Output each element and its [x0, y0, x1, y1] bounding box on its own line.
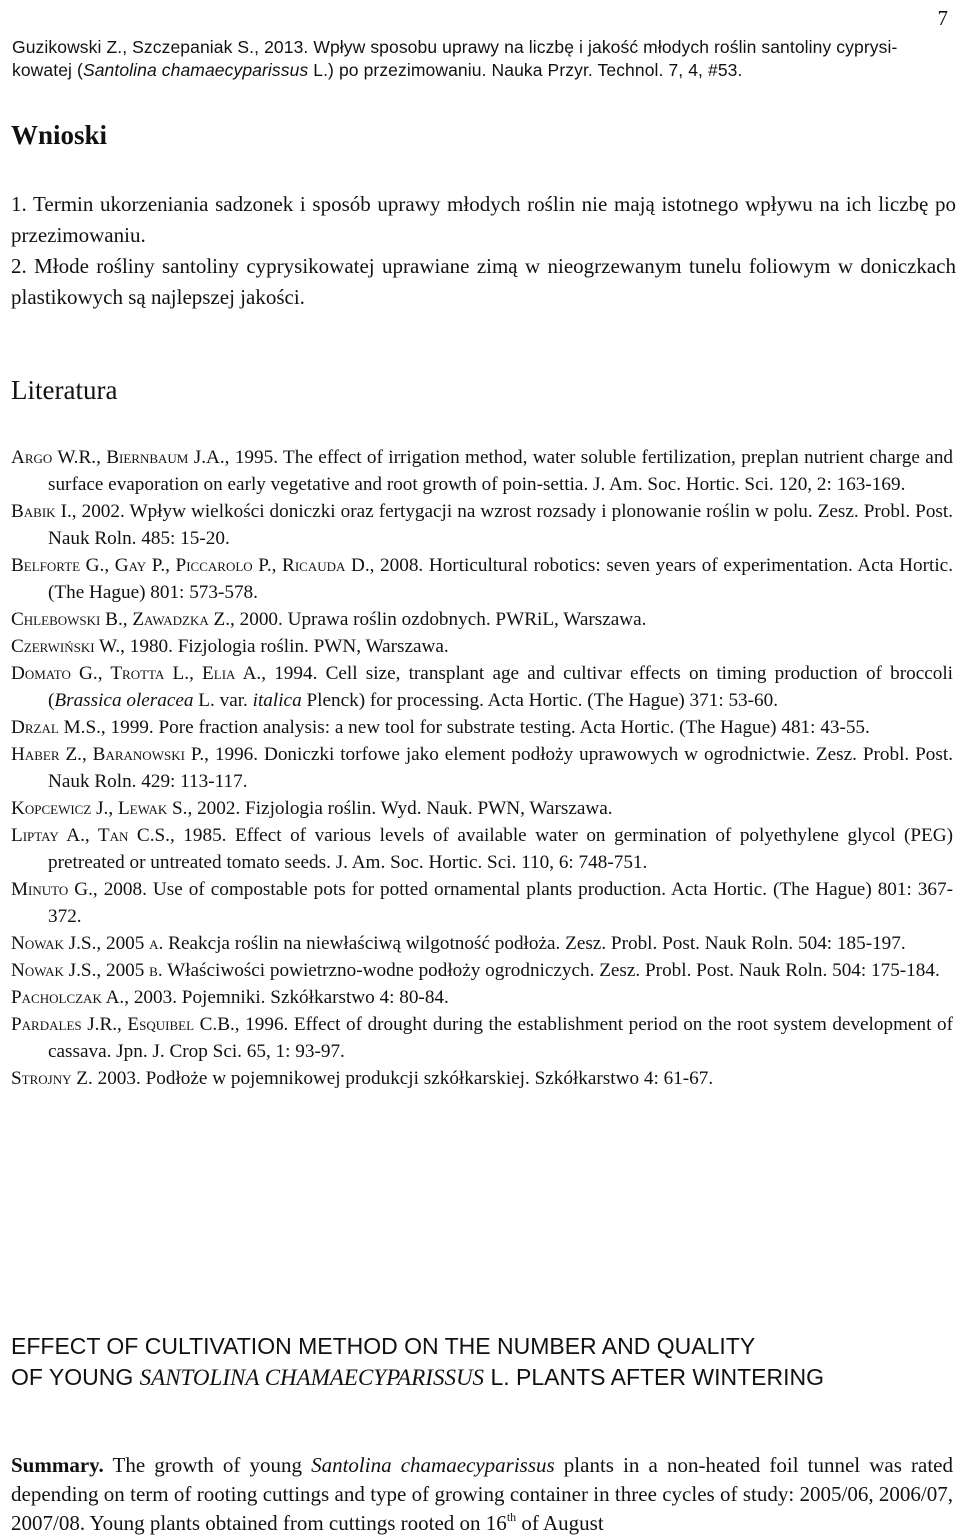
reference-authors: Domato G., Trotta L., Elia A., 1994.: [11, 663, 318, 684]
conclusion-item: 2. Młode rośliny santoliny cyprysikowatej uprawiane zimą w nieogrzewanym tunelu foliowym w doniczkach plastikowych są najlepszej jakości.: [11, 254, 956, 309]
summary-text: The growth of young: [103, 1453, 312, 1477]
reference-authors: Argo W.R., Biernbaum J.A., 1995.: [11, 447, 278, 468]
reference-item: [11, 795, 953, 822]
reference-item: [11, 498, 953, 552]
summary-species: Santolina chamaecyparissus: [311, 1453, 555, 1477]
conclusions-list: [11, 189, 956, 313]
reference-authors: Drzal M.S., 1999.: [11, 717, 154, 738]
reference-text: Podłoże w pojemnikowej produkcji szkółkarskiej. Szkółkarstwo 4: 61-67.: [140, 1068, 714, 1089]
citation-header: [12, 36, 952, 82]
reference-text: Cell size, transplant age and cultivar effects on timing production of broccoli (: [48, 663, 953, 711]
citation-text: Guzikowski Z., Szczepaniak S., 2013. Wpływ sposobu uprawy na liczbę i jakość młodych roślin santoliny cyprysi-kowatej (: [12, 37, 898, 80]
reference-item: [11, 606, 953, 633]
reference-text: Doniczki torfowe jako element podłoży uprawowych w ogrodnictwie. Zesz. Probl. Post. Nauk Roln. 429: 113-117.: [48, 744, 953, 792]
reference-authors: Czerwiński W., 1980.: [11, 636, 173, 657]
reference-text: L. var.: [193, 690, 253, 711]
english-title-line: EFFECT OF CULTIVATION METHOD ON THE NUMBER AND QUALITY: [11, 1333, 756, 1359]
reference-authors: Pardales J.R., Esquibel C.B., 1996.: [11, 1014, 289, 1035]
reference-item: [11, 822, 953, 876]
reference-item: [11, 1065, 953, 1092]
reference-authors: Babik I., 2002.: [11, 501, 125, 522]
english-title-text: OF YOUNG: [11, 1364, 140, 1390]
reference-authors: Strojny Z. 2003.: [11, 1068, 141, 1089]
conclusion-item: 1. Termin ukorzeniania sadzonek i sposób uprawy młodych roślin nie mają istotnego wpływu na ich liczbę po przezimowaniu.: [11, 192, 956, 247]
reference-item: [11, 930, 953, 957]
citation-text-end: L.) po przezimowaniu. Nauka Przyr. Technol. 7, 4, #53.: [308, 60, 743, 80]
reference-item: [11, 741, 953, 795]
conclusions-heading: Wnioski: [11, 120, 108, 150]
reference-authors: Chlebowski B., Zawadzka Z., 2000.: [11, 609, 283, 630]
reference-text: Plenck) for processing. Acta Hortic. (The Hague) 371: 53-60.: [301, 690, 779, 711]
reference-authors: Minuto G., 2008.: [11, 879, 147, 900]
reference-item: [11, 552, 953, 606]
english-title: [11, 1331, 956, 1393]
reference-authors: Liptay A., Tan C.S., 1985.: [11, 825, 227, 846]
citation-species: Santolina chamaecyparissus: [82, 60, 309, 80]
reference-authors: Nowak J.S., 2005 a.: [11, 933, 164, 954]
english-title-species: SANTOLINA CHAMAECYPARISSUS: [139, 1365, 485, 1390]
english-title-text: L. PLANTS AFTER WINTERING: [484, 1364, 824, 1390]
reference-authors: Pacholczak A., 2003.: [11, 987, 177, 1008]
summary: [11, 1451, 953, 1538]
reference-text: Effect of various levels of available water on germination of polyethylene glycol (PEG) pretreated or untreated tomato seeds. J. Am. Soc. Hortic. Sci. 110, 6: 748-751.: [48, 825, 953, 873]
reference-text: Pojemniki. Szkółkarstwo 4: 80-84.: [177, 987, 449, 1008]
reference-item: [11, 984, 953, 1011]
summary-text: of August: [516, 1511, 604, 1535]
reference-authors: Haber Z., Baranowski P., 1996.: [11, 744, 259, 765]
summary-label: Summary.: [11, 1453, 104, 1477]
reference-text: Use of compostable pots for potted ornamental plants production. Acta Hortic. (The Hague) 801: 367-372.: [48, 879, 953, 927]
reference-text: Właściwości powietrzno-wodne podłoży ogrodniczych. Zesz. Probl. Post. Nauk Roln. 504: 175-184.: [162, 960, 940, 981]
reference-text: Horticultural robotics: seven years of experimentation. Acta Hortic. (The Hague) 801: 573-578.: [48, 555, 953, 603]
reference-authors: Nowak J.S., 2005 b.: [11, 960, 163, 981]
reference-text: Uprawa roślin ozdobnych. PWRiL, Warszawa.: [282, 609, 647, 630]
reference-text: Fizjologia roślin. PWN, Warszawa.: [172, 636, 449, 657]
reference-text: Effect of drought during the establishment period on the root system development of cassava. Jpn. J. Crop Sci. 65, 1: 93-97.: [48, 1014, 953, 1062]
reference-item: [11, 444, 953, 498]
literature-heading: Literatura: [11, 375, 118, 405]
reference-authors: Kopcewicz J., Lewak S., 2002.: [11, 798, 241, 819]
reference-item: [11, 957, 953, 984]
reference-text: The effect of irrigation method, water soluble fertilization, preplan nutrient charge and surface evaporation on early vegetative and root growth of poin-settia. J. Am. Soc. Hortic. Sci. 120, 2: 163-169.: [48, 447, 954, 495]
reference-item: [11, 714, 953, 741]
reference-text: Fizjologia roślin. Wyd. Nauk. PWN, Warszawa.: [240, 798, 613, 819]
reference-text: Wpływ wielkości doniczki oraz fertygacji na wzrost rozsady i plonowanie roślin w polu. Zesz. Probl. Post. Nauk Roln. 485: 15-20.: [48, 501, 954, 549]
reference-item: [11, 660, 953, 714]
reference-text: Pore fraction analysis: a new tool for substrate testing. Acta Hortic. (The Hague) 481: 43-55.: [153, 717, 870, 738]
reference-text: Reakcja roślin na niewłaściwą wilgotność podłoża. Zesz. Probl. Post. Nauk Roln. 504: 185-197.: [163, 933, 906, 954]
english-title-line: [11, 1362, 956, 1393]
page-number: 7: [937, 6, 948, 30]
species-name: Brassica oleracea: [54, 690, 194, 711]
summary-text: plants in a non-heated foil tunnel was rated depending on term of rooting cuttings and type of growing container in three cycles of study: 2005/06, 2006/07, 2007/08. Young plants obtained from cuttings rooted on 16: [11, 1453, 953, 1535]
reference-item: [11, 633, 953, 660]
variety-name: italica: [252, 690, 302, 711]
reference-list: [11, 444, 953, 1092]
summary-superscript: th: [506, 1510, 517, 1524]
reference-authors: Belforte G., Gay P., Piccarolo P., Ricauda D., 2008.: [11, 555, 424, 576]
reference-item: [11, 876, 953, 930]
reference-item: [11, 1011, 953, 1065]
